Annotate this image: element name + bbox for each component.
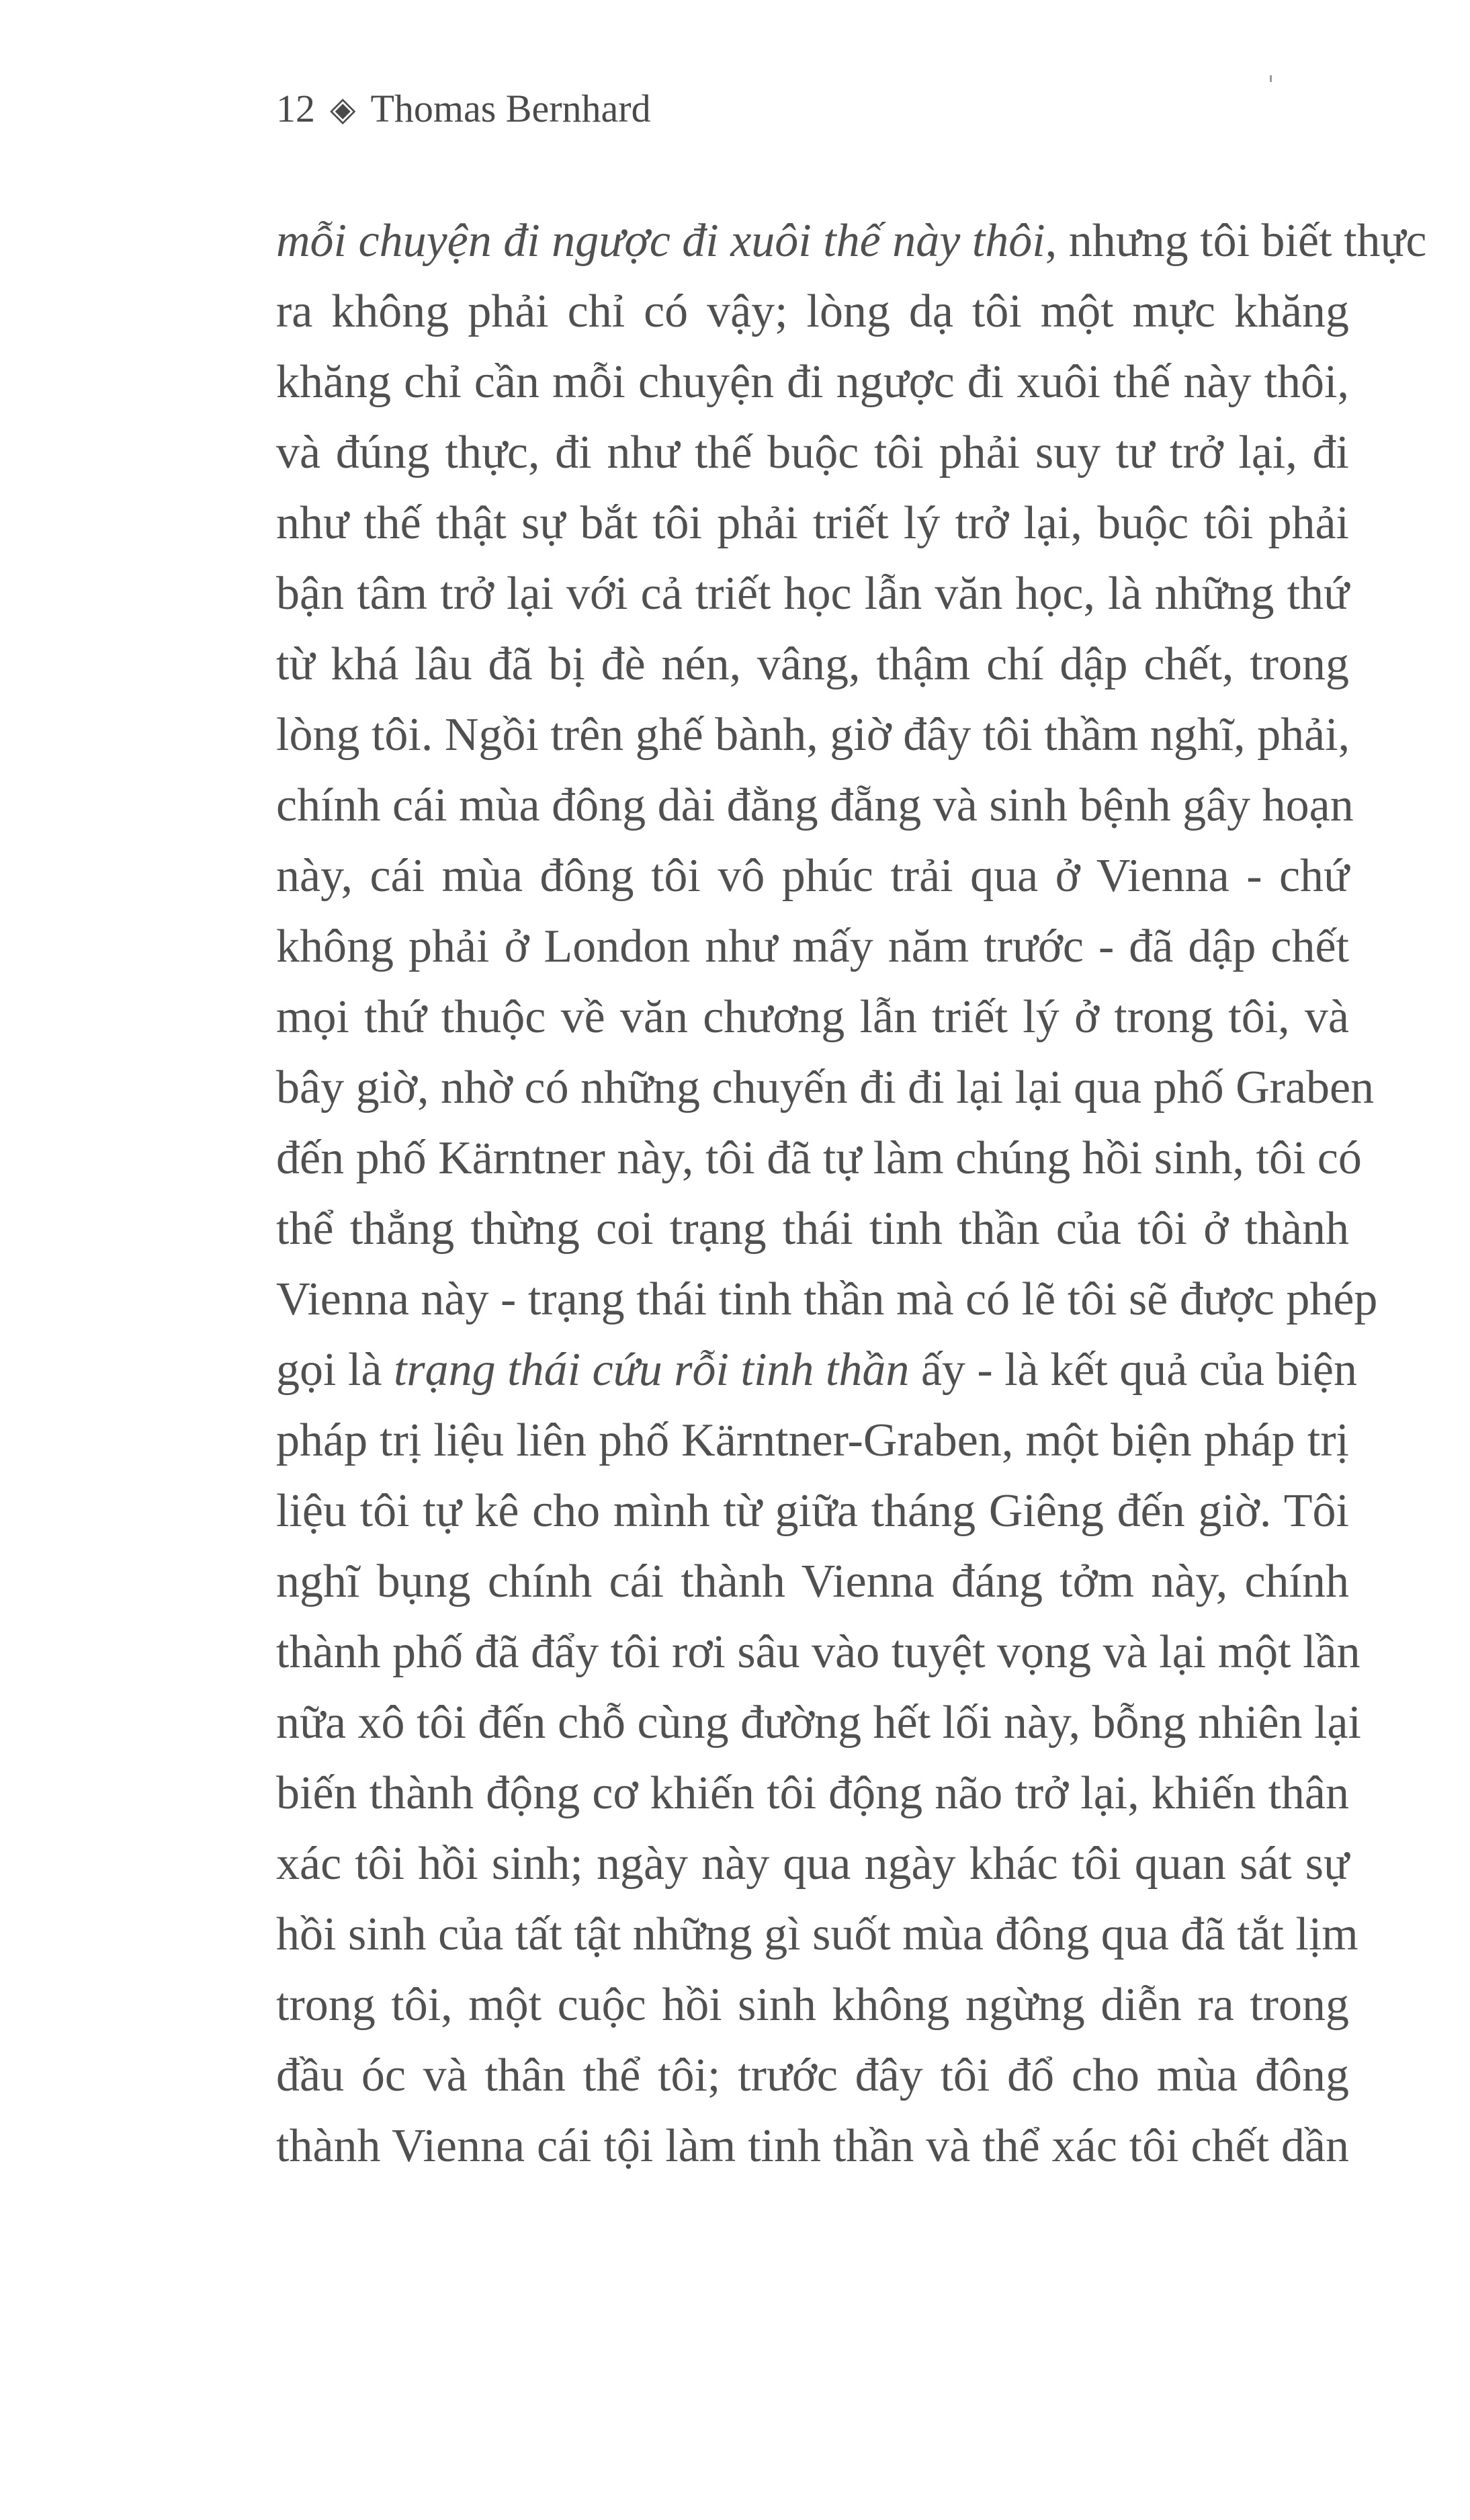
text-line — [276, 1193, 1349, 1264]
scan-speck — [1270, 75, 1272, 82]
text-line — [276, 558, 1349, 629]
text-segment: , nhưng tôi biết thực — [1045, 215, 1427, 267]
text-line — [276, 1829, 1349, 1899]
diamond-ornament-icon: ◈ — [330, 90, 356, 128]
text-segment: xác tôi hồi sinh; ngày này qua ngày khác tôi quan sát sự — [276, 1838, 1349, 1890]
text-line — [276, 1405, 1349, 1476]
text-segment: mọi thứ thuộc về văn chương lẫn triết lý ở trong tôi, và — [276, 991, 1349, 1043]
text-line — [276, 1899, 1358, 1970]
text-segment: không phải ở London như mấy năm trước - đã dập chết — [276, 921, 1349, 972]
text-segment: ấy - là kết quả của biện — [909, 1344, 1357, 1396]
text-segment: liệu tôi tự kê cho mình từ giữa tháng Giêng đến giờ. Tôi — [276, 1485, 1349, 1537]
text-line — [276, 1687, 1361, 1758]
text-segment: đến phố Kärntner này, tôi đã tự làm chúng hồi sinh, tôi có — [276, 1132, 1362, 1184]
text-line — [276, 629, 1349, 700]
text-segment: lòng tôi. Ngồi trên ghế bành, giờ đây tôi thầm nghĩ, phải, — [276, 709, 1350, 761]
text-segment: bây giờ, nhờ có những chuyến đi đi lại lại qua phố Graben — [276, 1062, 1375, 1114]
text-line — [276, 2040, 1349, 2111]
text-segment: gọi là — [276, 1344, 394, 1396]
text-line — [276, 841, 1349, 911]
text-segment: này, cái mùa đông tôi vô phúc trải qua ở Vienna - chứ — [276, 850, 1349, 902]
text-line — [276, 2111, 1349, 2181]
text-line — [276, 1335, 1357, 1405]
text-line — [276, 1123, 1362, 1193]
text-segment: nghĩ bụng chính cái thành Vienna đáng tởm này, chính — [276, 1556, 1349, 1607]
text-segment: trong tôi, một cuộc hồi sinh không ngừng diễn ra trong — [276, 1979, 1349, 2031]
text-line — [276, 1758, 1349, 1829]
text-segment: như thế thật sự bắt tôi phải triết lý trở lại, buộc tôi phải — [276, 497, 1349, 549]
text-line — [276, 1546, 1349, 1617]
text-line — [276, 276, 1349, 347]
text-line — [276, 347, 1349, 417]
text-segment: nữa xô tôi đến chỗ cùng đường hết lối này, bỗng nhiên lại — [276, 1697, 1361, 1749]
text-segment: đầu óc và thân thể tôi; trước đây tôi đổ cho mùa đông — [276, 2050, 1349, 2101]
text-segment: Vienna này - trạng thái tinh thần mà có lẽ tôi sẽ được phép — [276, 1273, 1378, 1325]
text-segment: thể thẳng thừng coi trạng thái tinh thần của tôi ở thành — [276, 1203, 1349, 1255]
italic-phrase: mỗi chuyện đi ngược đi xuôi thế này thôi — [276, 215, 1045, 267]
text-line — [276, 700, 1349, 770]
text-line — [276, 1052, 1375, 1123]
text-segment: thành Vienna cái tội làm tinh thần và thể xác tôi chết dần — [276, 2120, 1349, 2172]
text-line — [276, 1476, 1349, 1546]
author-name: Thomas Bernhard — [370, 87, 651, 130]
text-segment: ra không phải chỉ có vậy; lòng dạ tôi một mực khăng — [276, 286, 1349, 337]
text-line — [276, 1970, 1349, 2040]
running-header — [276, 86, 651, 131]
text-line — [276, 770, 1354, 841]
text-segment: từ khá lâu đã bị đè nén, vâng, thậm chí dập chết, trong — [276, 638, 1349, 690]
text-segment: hồi sinh của tất tật những gì suốt mùa đông qua đã tắt lịm — [276, 1908, 1358, 1960]
text-line — [276, 911, 1349, 982]
text-segment: bận tâm trở lại với cả triết học lẫn văn học, là những thứ — [276, 568, 1349, 620]
text-segment: và đúng thực, đi như thế buộc tôi phải suy tư trở lại, đi — [276, 427, 1349, 478]
text-line — [276, 1617, 1360, 1687]
text-segment: thành phố đã đẩy tôi rơi sâu vào tuyệt vọng và lại một lần — [276, 1626, 1360, 1678]
text-line — [276, 982, 1349, 1052]
text-segment: biến thành động cơ khiến tôi động não trở lại, khiến thân — [276, 1767, 1349, 1819]
text-line — [276, 488, 1349, 558]
text-line — [276, 1264, 1378, 1335]
text-segment: chính cái mùa đông dài đằng đẵng và sinh bệnh gây hoạn — [276, 780, 1354, 831]
italic-phrase: trạng thái cứu rỗi tinh thần — [393, 1344, 910, 1396]
text-segment: pháp trị liệu liên phố Kärntner-Graben, một biện pháp trị — [276, 1415, 1349, 1466]
body-text — [276, 206, 1427, 2181]
text-line — [276, 206, 1427, 276]
page-number: 12 — [276, 87, 315, 130]
text-segment: khăng chỉ cần mỗi chuyện đi ngược đi xuôi thế này thôi, — [276, 356, 1349, 408]
text-line — [276, 417, 1349, 488]
